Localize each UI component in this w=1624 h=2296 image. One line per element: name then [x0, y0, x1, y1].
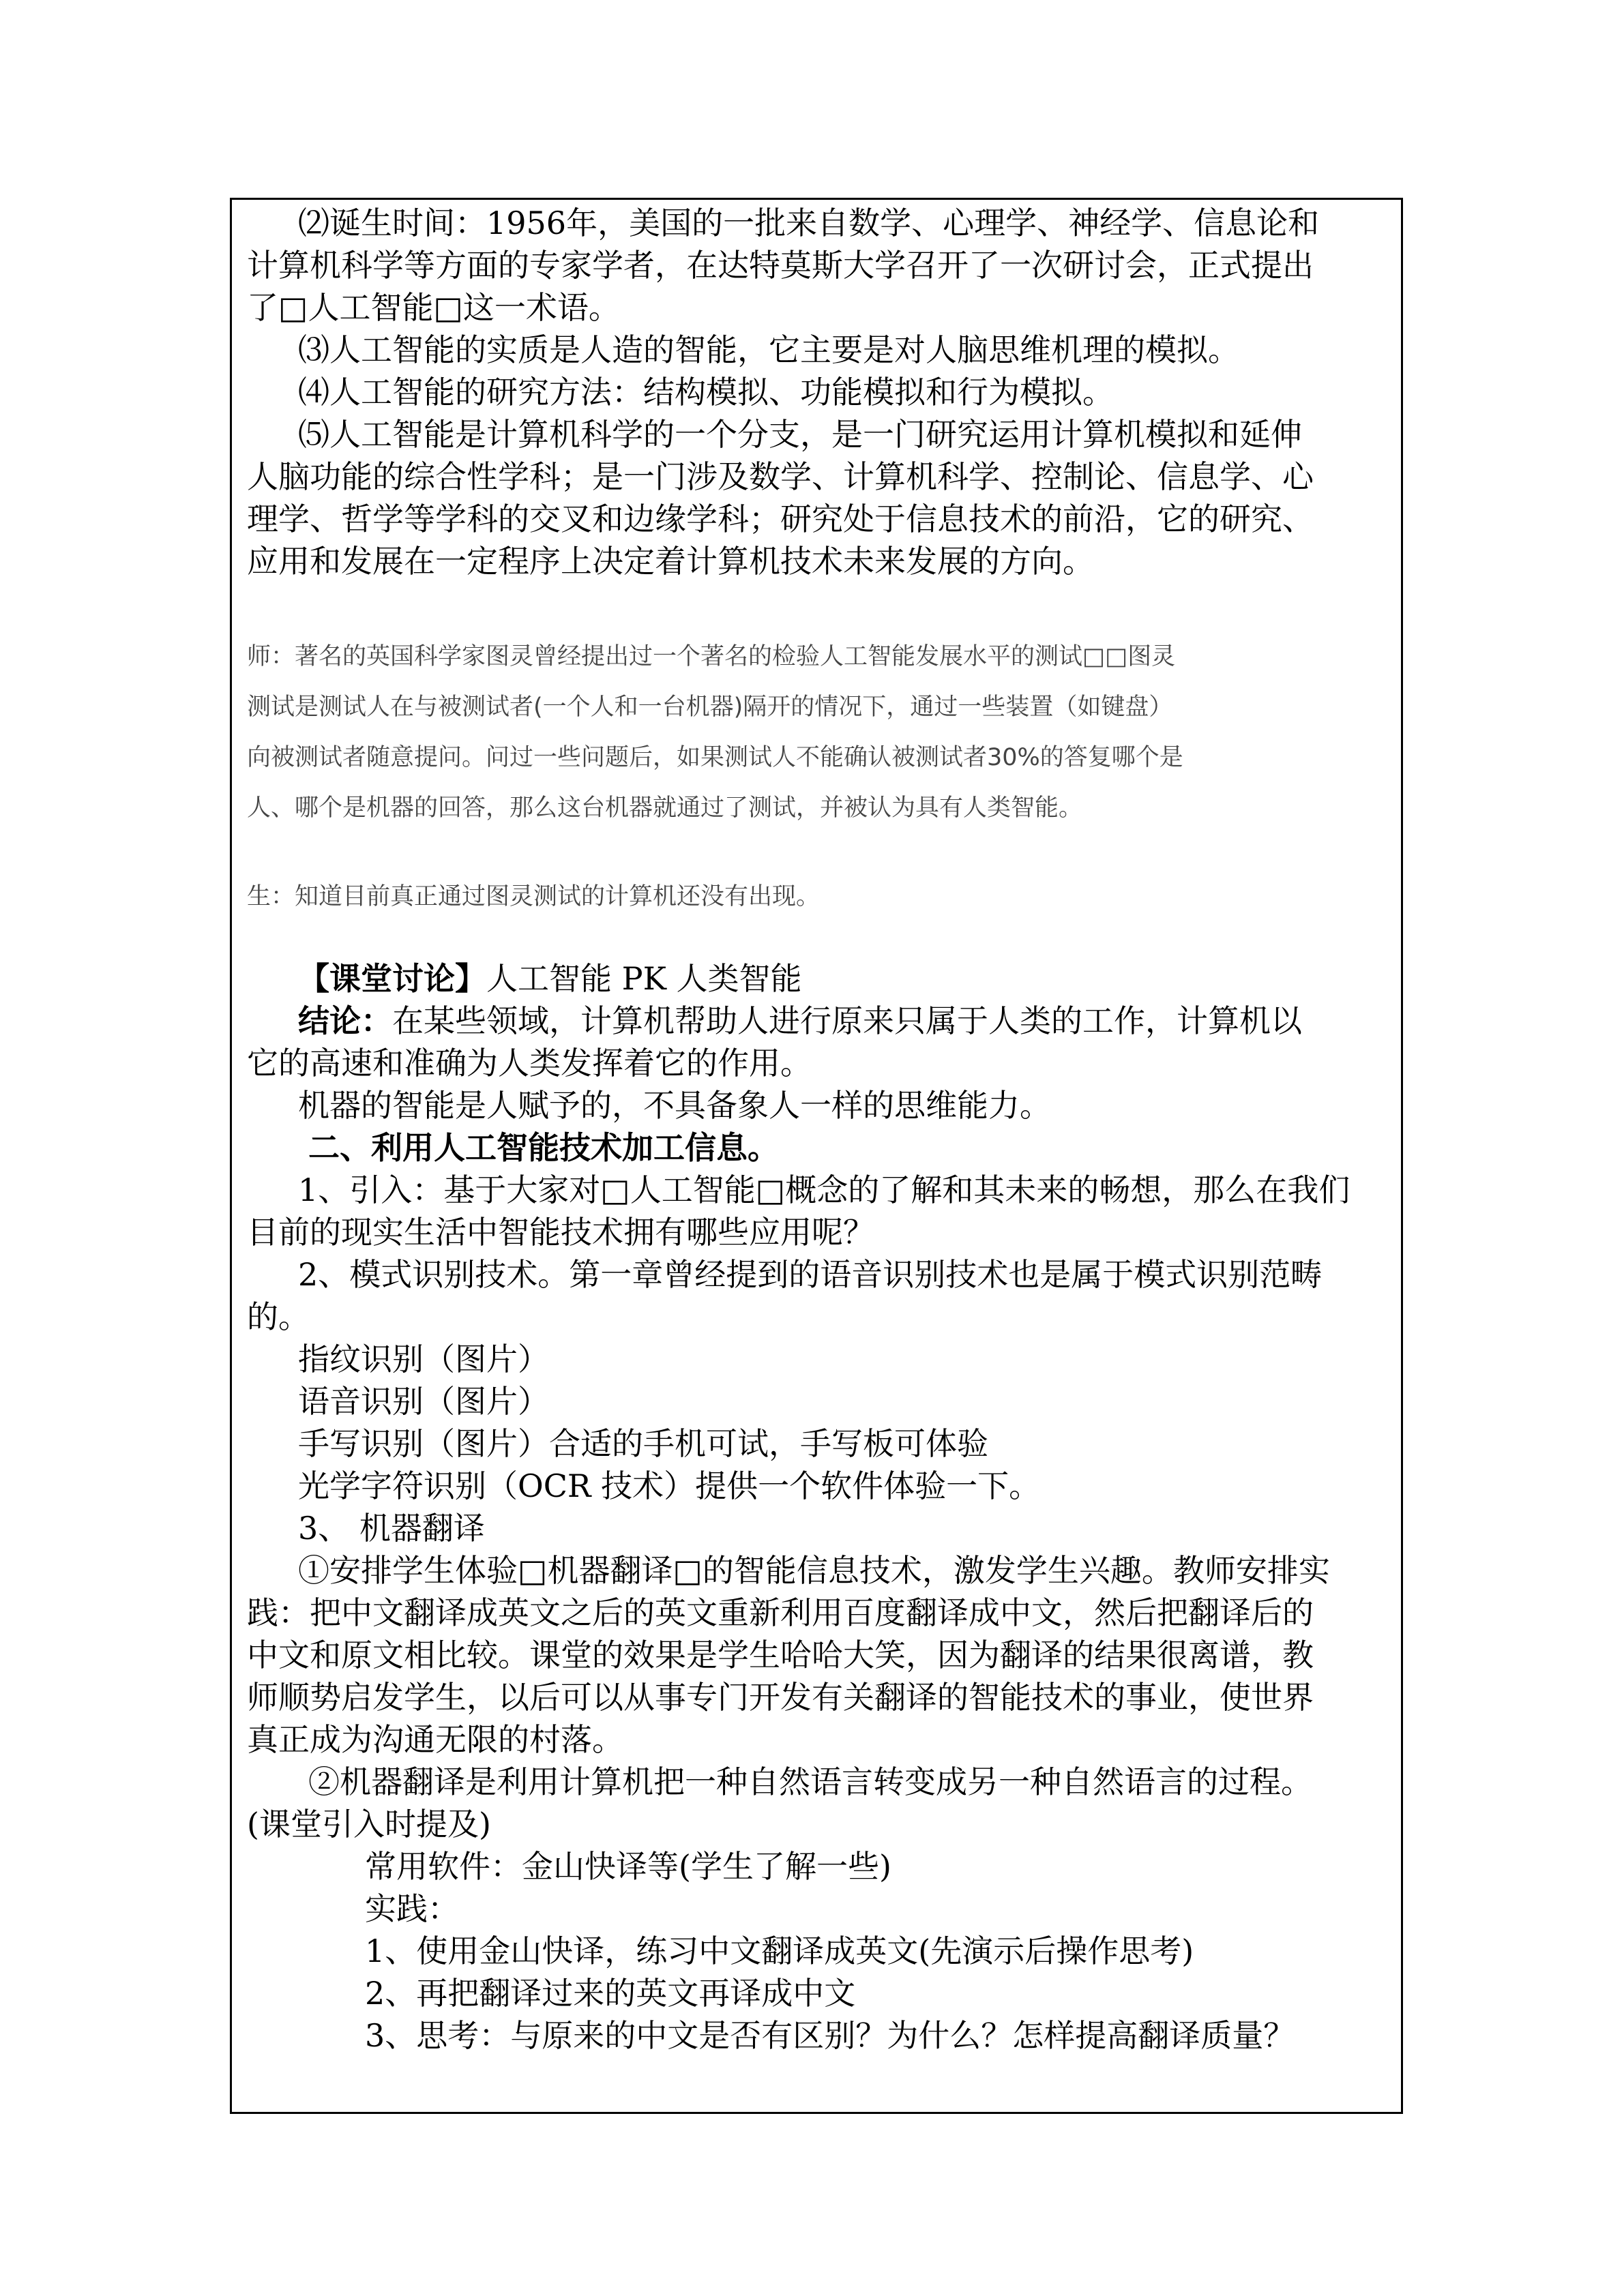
section-heading: 二、利用人工智能技术加工信息。	[308, 1129, 779, 1166]
paragraph-line: ⑵诞生时间：1956年，美国的一批来自数学、心理学、神经学、信息论和	[298, 205, 1320, 241]
teacher-note-line: 测试是测试人在与被测试者(一个人和一台机器)隔开的情况下，通过一些装置（如键盘）	[247, 694, 1173, 721]
paragraph-line: 践：把中文翻译成英文之后的英文重新利用百度翻译成中文，然后把翻译后的	[247, 1594, 1314, 1631]
student-note-line: 生：知道目前真正通过图灵测试的计算机还没有出现。	[247, 883, 821, 910]
paragraph-line: ⑶人工智能的实质是人造的智能，它主要是对人脑思维机理的模拟。	[298, 331, 1239, 368]
teacher-note-line: 人、哪个是机器的回答，那么这台机器就通过了测试，并被认为具有人类智能。	[247, 794, 1083, 822]
list-item: 指纹识别（图片）	[298, 1341, 549, 1377]
paragraph-line: 师顺势启发学生，以后可以从事专门开发有关翻译的智能技术的事业，使世界	[247, 1679, 1314, 1716]
list-item: 2、再把翻译过来的英文再译成中文	[365, 1975, 856, 2012]
list-item: 语音识别（图片）	[298, 1383, 549, 1420]
paragraph-line: (课堂引入时提及)	[247, 1806, 491, 1843]
list-item: 3、思考：与原来的中文是否有区别？为什么？怎样提高翻译质量？	[365, 2017, 1295, 2054]
list-item: 实践：	[365, 1890, 459, 1927]
paragraph-line: 它的高速和准确为人类发挥着它的作用。	[247, 1045, 812, 1082]
paragraph-line: 计算机科学等方面的专家学者，在达特莫斯大学召开了一次研讨会，正式提出	[247, 247, 1314, 284]
paragraph-line: 了□人工智能□这一术语。	[247, 289, 620, 326]
paragraph-line: ②机器翻译是利用计算机把一种自然语言转变成另一种自然语言的过程。	[308, 1763, 1312, 1800]
paragraph-line: 人脑功能的综合性学科；是一门涉及数学、计算机科学、控制论、信息学、心	[247, 458, 1314, 495]
paragraph-line: 的。	[247, 1298, 310, 1335]
paragraph-line: ⑸人工智能是计算机科学的一个分支，是一门研究运用计算机模拟和延伸	[298, 416, 1302, 453]
teacher-note-line: 向被测试者随意提问。问过一些问题后，如果测试人不能确认被测试者30%的答复哪个是	[247, 744, 1183, 771]
conclusion-line: 结论：在某些领域，计算机帮助人进行原来只属于人类的工作，计算机以	[298, 1002, 1302, 1039]
paragraph-line: 真正成为沟通无限的村落。	[247, 1721, 623, 1758]
list-item: 手写识别（图片）合适的手机可试，手写板可体验	[298, 1425, 988, 1462]
paragraph-line: ⑷人工智能的研究方法：结构模拟、功能模拟和行为模拟。	[298, 374, 1114, 411]
paragraph-line: 中文和原文相比较。课堂的效果是学生哈哈大笑，因为翻译的结果很离谱，教	[247, 1637, 1314, 1673]
list-item: 常用软件：金山快译等(学生了解一些)	[365, 1848, 891, 1885]
subsection-heading: 3、 机器翻译	[298, 1510, 485, 1547]
list-item: 1、使用金山快译，练习中文翻译成英文(先演示后操作思考)	[365, 1933, 1194, 1969]
paragraph-line: ①安排学生体验□机器翻译□的智能信息技术，激发学生兴趣。教师安排实	[298, 1552, 1330, 1589]
paragraph-line: 应用和发展在一定程序上决定着计算机技术未来发展的方向。	[247, 543, 1094, 580]
list-item: 光学字符识别（OCR 技术）提供一个软件体验一下。	[298, 1467, 1041, 1504]
paragraph-line: 目前的现实生活中智能技术拥有哪些应用呢？	[247, 1214, 874, 1251]
teacher-note-line: 师：著名的英国科学家图灵曾经提出过一个著名的检验人工智能发展水平的测试□□图灵	[247, 643, 1176, 670]
paragraph-line: 1、引入：基于大家对□人工智能□概念的了解和其未来的畅想，那么在我们	[298, 1172, 1350, 1208]
paragraph-line: 机器的智能是人赋予的，不具备象人一样的思维能力。	[298, 1087, 1051, 1124]
paragraph-line: 2、模式识别技术。第一章曾经提到的语音识别技术也是属于模式识别范畴	[298, 1256, 1323, 1293]
paragraph-line: 理学、哲学等学科的交叉和边缘学科；研究处于信息技术的前沿，它的研究、	[247, 501, 1314, 537]
discussion-heading: 【课堂讨论】人工智能 PK 人类智能	[298, 960, 802, 997]
